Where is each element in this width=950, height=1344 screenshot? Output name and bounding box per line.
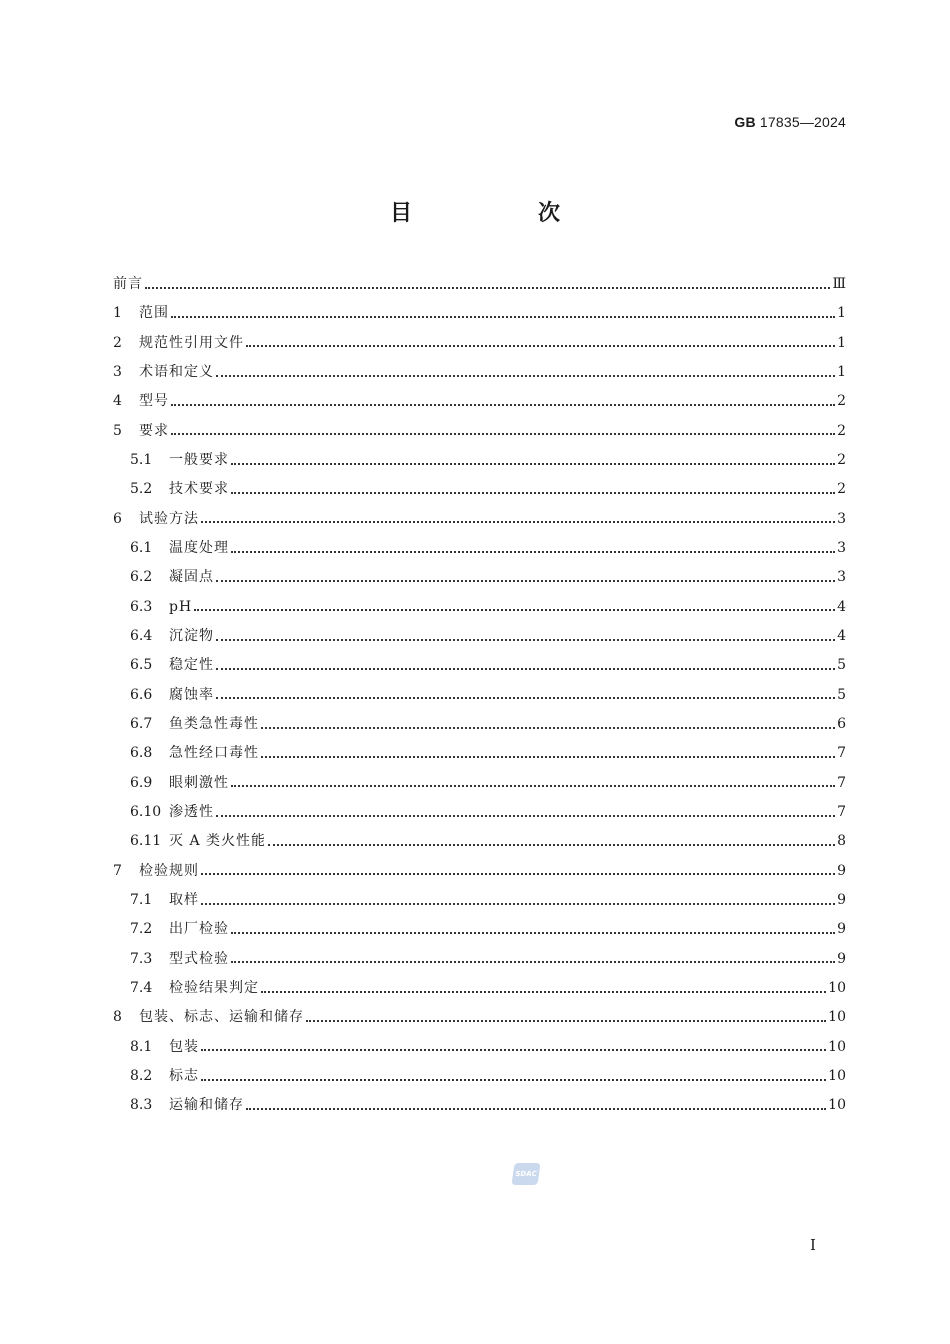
toc-dot-leader	[246, 1094, 826, 1110]
toc-section-title: 眼刺激性	[169, 774, 229, 791]
toc-dot-leader	[201, 1065, 826, 1081]
toc-section-number: 8.3	[130, 1097, 153, 1114]
toc-section-number: 6.5	[130, 657, 153, 674]
toc-dot-leader	[231, 918, 835, 934]
toc-entry[interactable]	[113, 1003, 846, 1032]
toc-page-number: 9	[837, 921, 846, 938]
toc-section-title: 温度处理	[169, 539, 229, 556]
toc-section-number: 6.9	[130, 774, 153, 791]
toc-section-title: pH	[169, 598, 193, 615]
toc-dot-leader	[216, 683, 835, 699]
toc-section-number: 6.1	[130, 539, 153, 556]
toc-page-number: 4	[837, 598, 846, 615]
toc-section-title: 检验结果判定	[169, 979, 259, 996]
toc-section-title: 包装	[169, 1038, 199, 1055]
toc-page-number: Ⅲ	[832, 276, 846, 292]
toc-dot-leader	[194, 595, 835, 611]
standard-prefix: GB	[734, 114, 756, 130]
toc-entry[interactable]	[113, 739, 846, 768]
toc-dot-leader	[231, 537, 835, 553]
watermark-logo	[511, 1163, 540, 1185]
toc-section-title: 试验方法	[139, 510, 199, 527]
toc-dot-leader	[268, 830, 835, 846]
toc-section-number: 5	[113, 422, 122, 439]
toc-section-title: 灭 A 类火性能	[169, 833, 267, 850]
toc-section-number: 7.1	[130, 891, 153, 908]
toc-entry[interactable]	[113, 1062, 846, 1091]
toc-entry[interactable]	[113, 329, 846, 358]
toc-section-number: 5.1	[130, 451, 153, 468]
toc-section-number: 6.3	[130, 598, 153, 615]
toc-page-number: 7	[837, 774, 846, 791]
toc-page-number: 3	[837, 539, 846, 556]
toc-page-number: 10	[828, 979, 846, 996]
toc-page-number: 1	[837, 363, 846, 380]
toc-dot-leader	[246, 331, 835, 347]
toc-page-number: 3	[837, 569, 846, 586]
toc-section-number: 6.2	[130, 569, 153, 586]
toc-section-number: 3	[113, 363, 122, 380]
toc-dot-leader	[231, 478, 835, 494]
toc-page-number: 1	[837, 305, 846, 322]
toc-section-title: 腐蚀率	[169, 686, 214, 703]
toc-entry[interactable]	[113, 769, 846, 798]
toc-entry[interactable]	[113, 798, 846, 827]
toc-page-number: 5	[837, 657, 846, 674]
toc-section-title: 渗透性	[169, 803, 214, 820]
toc-section-title: 稳定性	[169, 657, 214, 674]
toc-dot-leader	[231, 947, 835, 963]
toc-section-number: 6	[113, 510, 122, 527]
toc-section-number: 6.10	[130, 803, 162, 820]
toc-page-number: 1	[837, 334, 846, 351]
toc-section-number: 6.6	[130, 686, 153, 703]
toc-dot-leader	[201, 889, 835, 905]
toc-dot-leader	[171, 419, 835, 435]
toc-page-number: 10	[828, 1097, 846, 1114]
table-of-contents	[113, 270, 846, 1121]
toc-section-number: 7.2	[130, 921, 153, 938]
toc-entry[interactable]	[113, 505, 846, 534]
toc-section-title: 出厂检验	[169, 921, 229, 938]
toc-dot-leader	[201, 859, 835, 875]
toc-page-number: 9	[837, 891, 846, 908]
page-title: 目 次	[389, 201, 612, 226]
toc-section-number: 6.11	[130, 833, 162, 850]
toc-page-number: 9	[837, 862, 846, 879]
toc-entry[interactable]	[113, 915, 846, 944]
standard-number: 17835—2024	[759, 114, 846, 130]
toc-section-number: 8.2	[130, 1067, 153, 1084]
toc-section-title: 运输和储存	[169, 1097, 244, 1114]
toc-dot-leader	[261, 977, 826, 993]
toc-section-title: 标志	[169, 1067, 199, 1084]
standard-code	[734, 114, 846, 130]
toc-page-number: 7	[837, 803, 846, 820]
toc-section-title: 范围	[139, 305, 169, 322]
toc-section-title: 规范性引用文件	[139, 334, 244, 351]
watermark-text: SDAC	[514, 1170, 538, 1178]
toc-section-title: 鱼类急性毒性	[169, 715, 259, 732]
toc-entry[interactable]	[113, 1033, 846, 1062]
toc-dot-leader	[171, 390, 835, 406]
toc-entry[interactable]	[113, 417, 846, 446]
toc-page-number: 6	[837, 715, 846, 732]
toc-section-number: 7.4	[130, 979, 153, 996]
toc-entry[interactable]	[113, 534, 846, 563]
toc-dot-leader	[261, 713, 835, 729]
toc-entry[interactable]	[113, 710, 846, 739]
toc-section-title: 型式检验	[169, 950, 229, 967]
toc-entry[interactable]	[113, 1091, 846, 1120]
toc-section-number: 2	[113, 334, 122, 351]
toc-entry[interactable]	[113, 886, 846, 915]
toc-dot-leader	[261, 742, 835, 758]
toc-section-number: 7	[113, 862, 122, 879]
toc-entry[interactable]	[113, 857, 846, 886]
toc-section-number: 6.8	[130, 745, 153, 762]
toc-entry[interactable]	[113, 945, 846, 974]
toc-dot-leader	[171, 302, 835, 318]
toc-section-title: 前言	[113, 276, 143, 292]
toc-section-number: 5.2	[130, 481, 153, 498]
toc-section-title: 型号	[139, 393, 169, 410]
toc-section-title: 检验规则	[139, 862, 199, 879]
toc-section-title: 要求	[139, 422, 169, 439]
toc-entry[interactable]	[113, 358, 846, 387]
toc-dot-leader	[231, 771, 835, 787]
toc-page-number: 7	[837, 745, 846, 762]
toc-entry[interactable]	[113, 446, 846, 475]
toc-dot-leader	[216, 801, 835, 817]
toc-entry[interactable]	[113, 563, 846, 592]
toc-entry[interactable]	[113, 270, 846, 299]
toc-page-number: 10	[828, 1009, 846, 1026]
toc-section-title: 一般要求	[169, 451, 229, 468]
toc-dot-leader	[306, 1006, 826, 1022]
toc-dot-leader	[145, 273, 830, 289]
toc-section-number: 7.3	[130, 950, 153, 967]
toc-page-number: 3	[837, 510, 846, 527]
toc-page-number: 10	[828, 1038, 846, 1055]
toc-page-number: 2	[837, 393, 846, 410]
toc-entry[interactable]	[113, 475, 846, 504]
toc-entry[interactable]	[113, 974, 846, 1003]
toc-section-number: 8	[113, 1009, 122, 1026]
toc-page-number: 4	[837, 627, 846, 644]
toc-dot-leader	[216, 566, 835, 582]
toc-page-number: 8	[837, 833, 846, 850]
toc-section-number: 8.1	[130, 1038, 153, 1055]
page-number: I	[810, 1236, 816, 1254]
toc-entry[interactable]	[113, 681, 846, 710]
toc-section-title: 取样	[169, 891, 199, 908]
toc-page-number: 2	[837, 481, 846, 498]
toc-section-title: 包装、标志、运输和储存	[139, 1009, 304, 1026]
toc-entry[interactable]	[113, 651, 846, 680]
toc-page-number: 5	[837, 686, 846, 703]
toc-section-number: 4	[113, 393, 122, 410]
toc-dot-leader	[201, 507, 835, 523]
toc-entry[interactable]	[113, 593, 846, 622]
toc-page-number: 2	[837, 422, 846, 439]
toc-dot-leader	[216, 361, 835, 377]
toc-page-number: 2	[837, 451, 846, 468]
toc-dot-leader	[216, 654, 835, 670]
toc-section-title: 急性经口毒性	[169, 745, 259, 762]
toc-dot-leader	[201, 1035, 826, 1051]
toc-section-number: 6.4	[130, 627, 153, 644]
toc-section-title: 术语和定义	[139, 363, 214, 380]
toc-dot-leader	[216, 625, 835, 641]
toc-dot-leader	[231, 449, 835, 465]
toc-section-number: 1	[113, 305, 122, 322]
toc-entry[interactable]	[113, 299, 846, 328]
toc-entry[interactable]	[113, 827, 846, 856]
toc-page-number: 9	[837, 950, 846, 967]
toc-entry[interactable]	[113, 622, 846, 651]
toc-section-title: 技术要求	[169, 481, 229, 498]
toc-section-number: 6.7	[130, 715, 153, 732]
toc-section-title: 沉淀物	[169, 627, 214, 644]
toc-entry[interactable]	[113, 387, 846, 416]
toc-page-number: 10	[828, 1067, 846, 1084]
toc-section-title: 凝固点	[169, 569, 214, 586]
